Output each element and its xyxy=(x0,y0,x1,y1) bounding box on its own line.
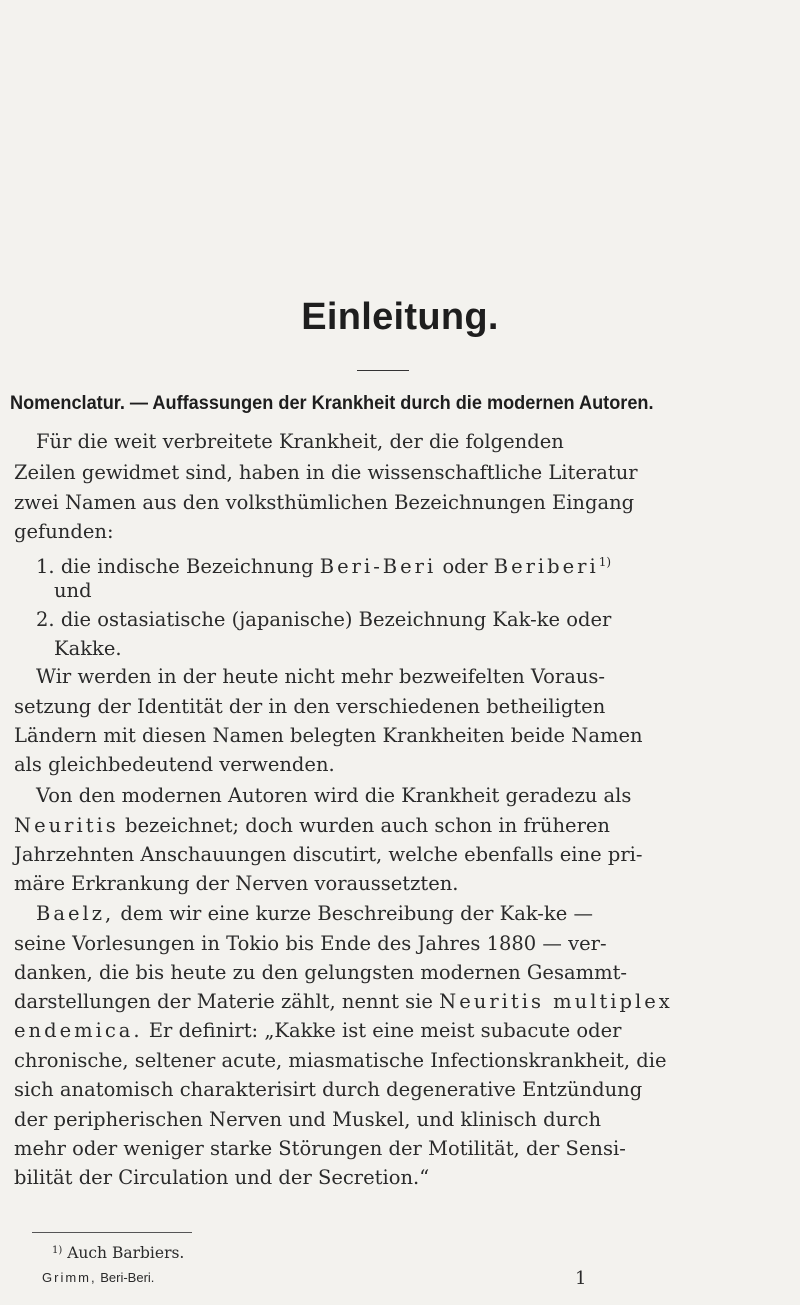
paragraph-text: bezeichnet; doch wurden auch schon in früheren xyxy=(125,814,610,837)
footnote-divider xyxy=(32,1232,192,1233)
paragraph-line xyxy=(14,814,610,838)
paragraph-line: märe Erkrankung der Nerven voraussetzten. xyxy=(14,872,459,895)
paragraph-line: Zeilen gewidmet sind, haben in die wissenschaftliche Literatur xyxy=(14,461,638,484)
paragraph-line: Für die weit verbreitete Krankheit, der die folgenden xyxy=(36,430,564,453)
list-item xyxy=(36,608,611,632)
footnote-marker: 1) xyxy=(598,555,612,569)
page-number: 1 xyxy=(575,1268,587,1289)
list-text: die indische Bezeichnung xyxy=(60,555,314,578)
list-continuation: und xyxy=(54,579,92,602)
term-neuritis: Neuritis xyxy=(14,814,119,837)
paragraph-line: danken, die bis heute zu den gelungsten modernen Gesammt- xyxy=(14,961,627,984)
list-number: 2. xyxy=(36,608,55,631)
paragraph-line xyxy=(14,1019,621,1043)
paragraph-line: bilität der Circulation und der Secretion.“ xyxy=(14,1166,430,1189)
list-number: 1. xyxy=(36,555,55,578)
paragraph-line xyxy=(36,902,593,926)
paragraph-line: zwei Namen aus den volksthümlichen Bezeichnungen Eingang xyxy=(14,491,635,514)
footnote-text: Auch Barbiers. xyxy=(67,1244,185,1262)
term-endemica: endemica. xyxy=(14,1019,143,1042)
paragraph-line: sich anatomisch charakterisirt durch degenerative Entzündung xyxy=(14,1078,643,1101)
paragraph-line: seine Vorlesungen in Tokio bis Ende des Jahres 1880 — ver- xyxy=(14,932,607,955)
signature-line xyxy=(42,1270,154,1285)
paragraph-line: setzung der Identität der in den verschiedenen betheiligten xyxy=(14,695,606,718)
signature-author: Grimm, xyxy=(42,1270,97,1285)
author-baelz: Baelz, xyxy=(36,902,115,925)
paragraph-line: Ländern mit diesen Namen belegten Krankheiten beide Namen xyxy=(14,724,643,747)
paragraph-text: Er definirt: „Kakke ist eine meist subacute oder xyxy=(148,1019,622,1042)
paragraph-line: als gleichbedeutend verwenden. xyxy=(14,753,335,776)
list-continuation: Kakke. xyxy=(54,637,122,660)
footnote xyxy=(52,1244,184,1262)
signature-work: Beri-Beri. xyxy=(100,1270,155,1285)
paragraph-line xyxy=(14,990,673,1014)
paragraph-text: darstellungen der Materie zählt, nennt sie xyxy=(14,990,433,1013)
paragraph-line: Jahrzehnten Anschauungen discutirt, welche ebenfalls eine pri- xyxy=(14,843,643,866)
term-beri-beri: Beri-Beri xyxy=(319,555,437,578)
paragraph-line: gefunden: xyxy=(14,520,114,543)
paragraph-line: Von den modernen Autoren wird die Krankheit geradezu als xyxy=(36,784,632,807)
term-neuritis-multiplex: Neuritis multiplex xyxy=(439,990,673,1013)
paragraph-line: der peripherischen Nerven und Muskel, und klinisch durch xyxy=(14,1108,602,1131)
paragraph-line: Wir werden in der heute nicht mehr bezweifelten Voraus- xyxy=(36,665,606,688)
paragraph-text: dem wir eine kurze Beschreibung der Kak-ke — xyxy=(120,902,593,925)
paragraph-line: chronische, seltener acute, miasmatische Infectionskrankheit, die xyxy=(14,1049,667,1072)
list-item xyxy=(36,550,611,579)
list-text: die ostasiatische (japanische) Bezeichnung Kak-ke oder xyxy=(60,608,612,631)
footnote-marker: 1) xyxy=(52,1245,63,1256)
list-text-or: oder xyxy=(442,555,488,578)
term-beriberi: Beriberi xyxy=(493,555,599,578)
section-heading: Nomenclatur. — Auffassungen der Krankheit durch die modernen Autoren. xyxy=(10,392,654,414)
paragraph-line: mehr oder weniger starke Störungen der Motilität, der Sensi- xyxy=(14,1137,626,1160)
chapter-title: Einleitung. xyxy=(301,296,499,338)
title-divider xyxy=(357,370,409,371)
